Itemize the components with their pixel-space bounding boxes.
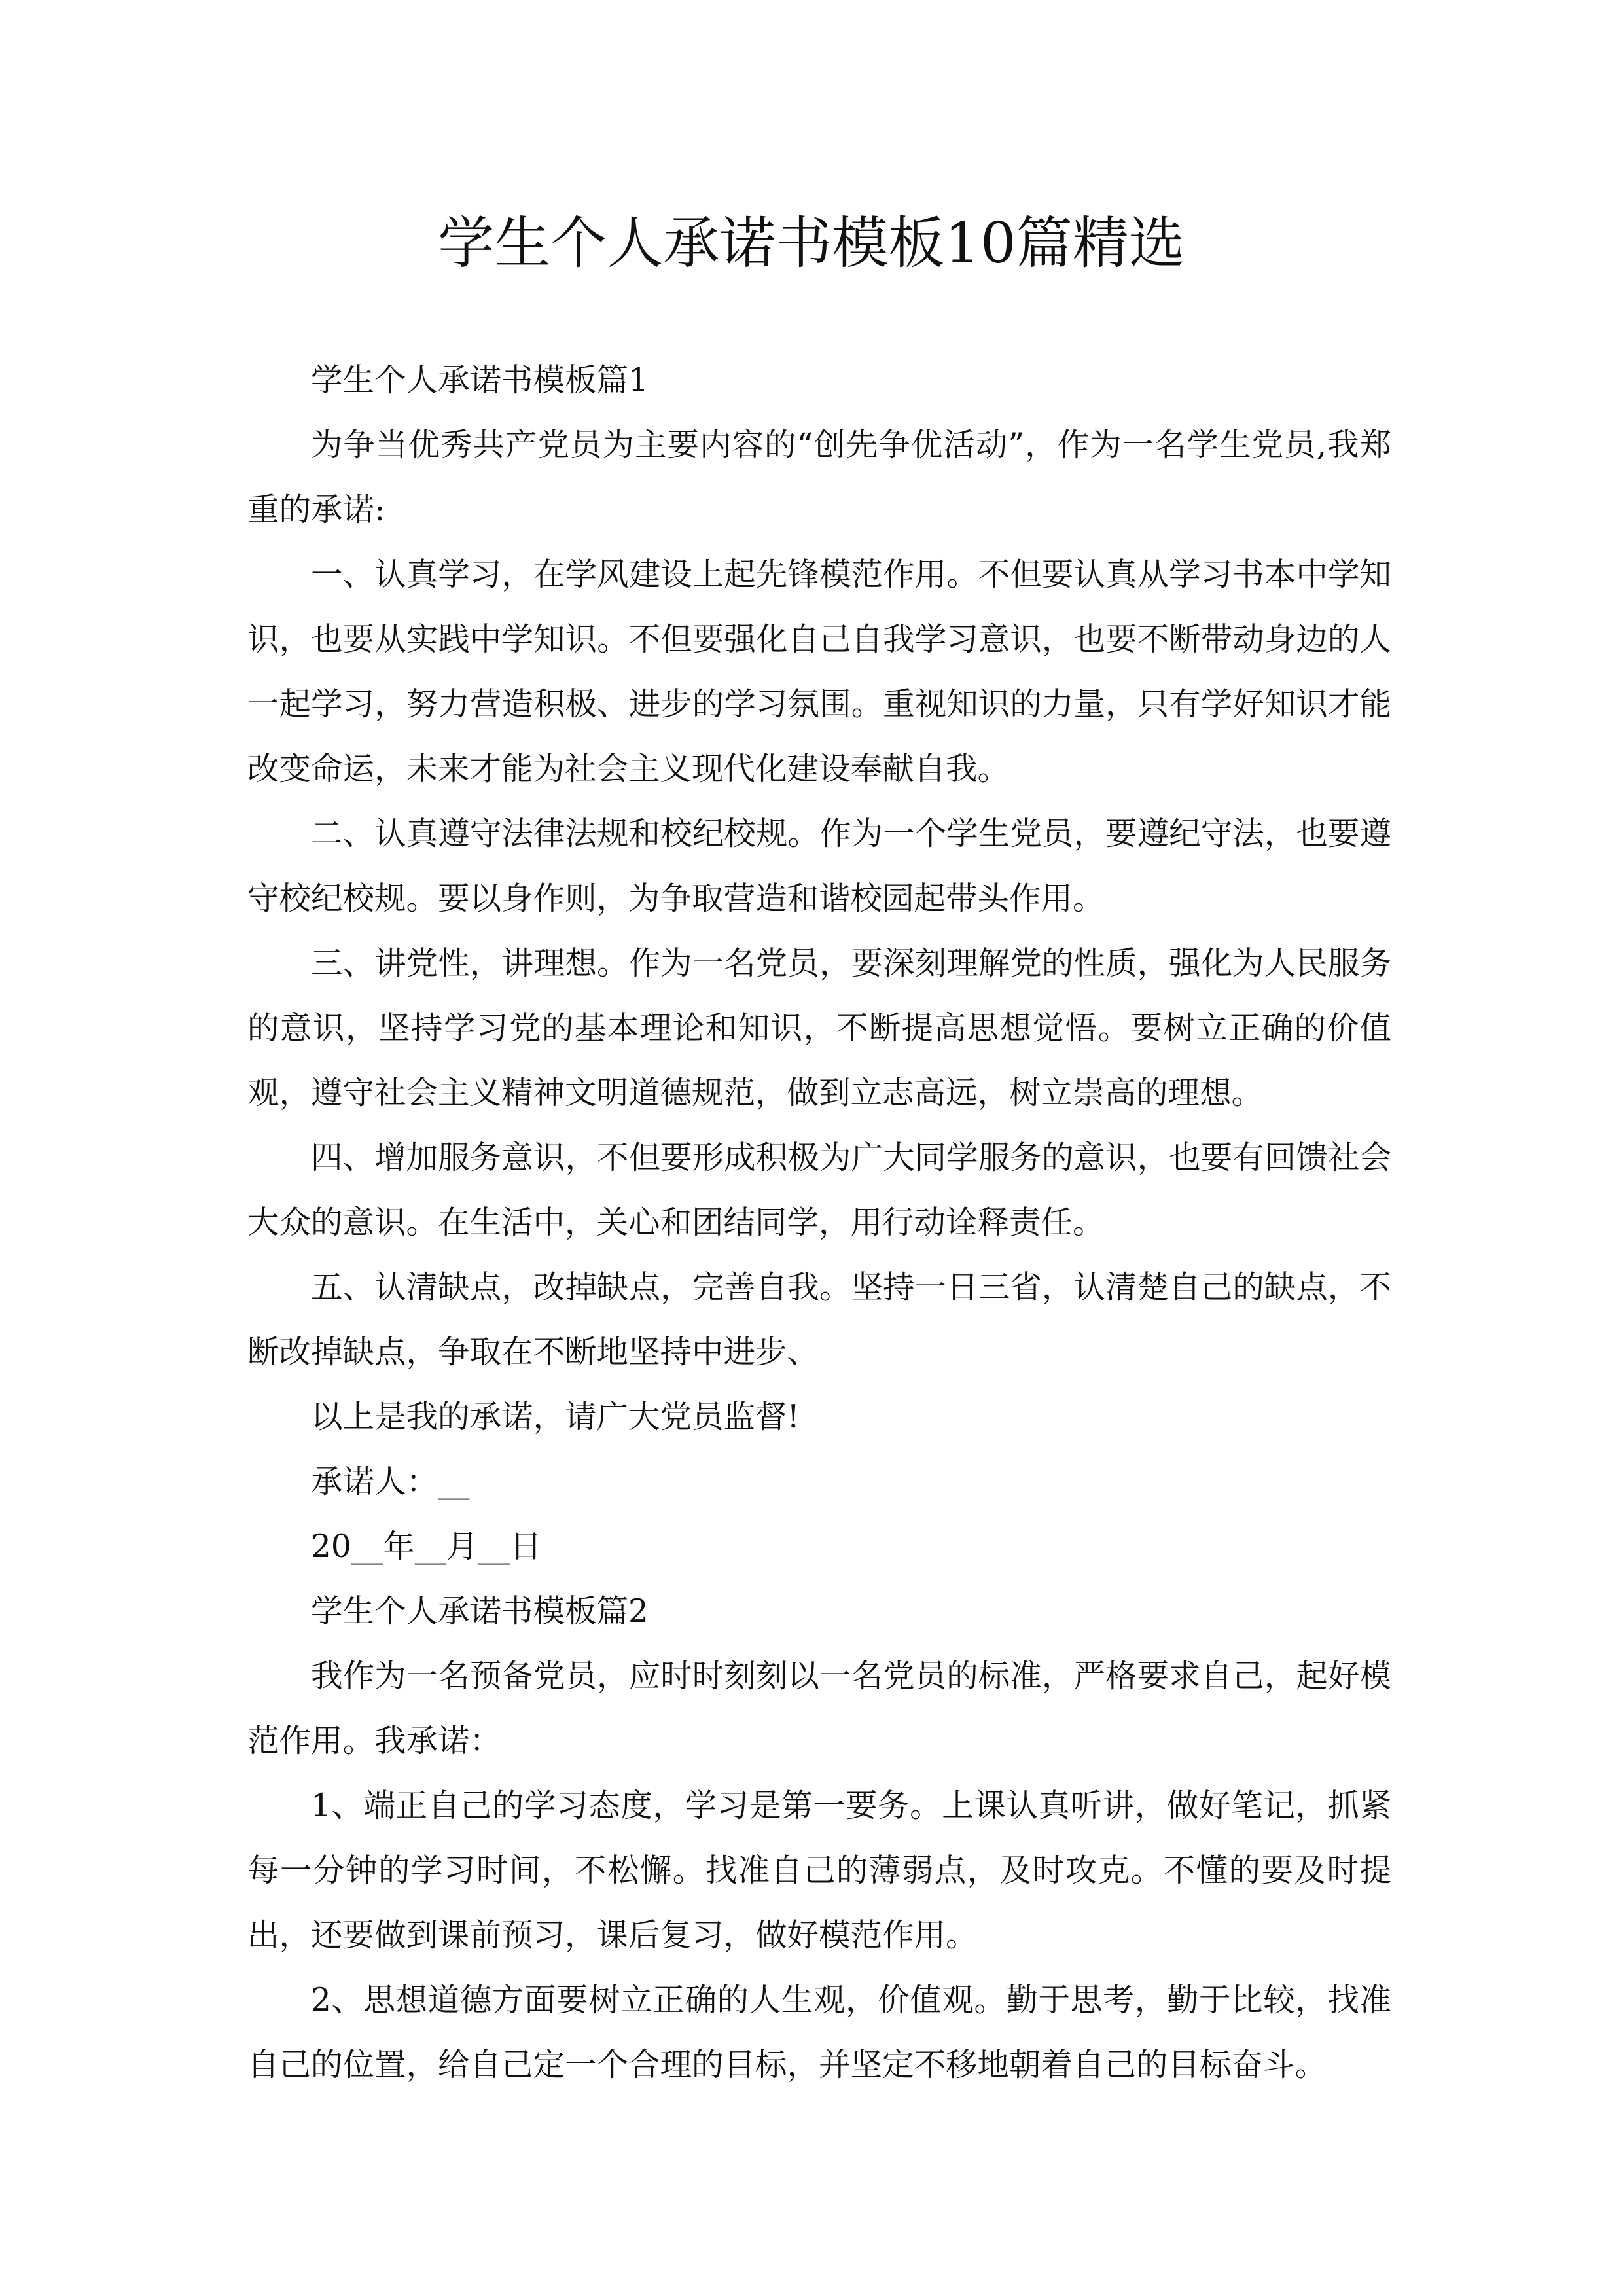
paragraph: 四、增加服务意识，不但要形成积极为广大同学服务的意识，也要有回馈社会大众的意识。在生活中，关心和团结同学，用行动诠释责任。 [247,1139,1391,1241]
date-line: 20__年__月__日 [311,1528,542,1565]
paragraph: 我作为一名预备党员，应时时刻刻以一名党员的标准，严格要求自己，起好模范作用。我承诺： [247,1658,1391,1759]
paragraph: 以上是我的承诺，请广大党员监督! [311,1399,800,1435]
section-heading: 学生个人承诺书模板篇2 [311,1593,649,1630]
document-title: 学生个人承诺书模板10篇精选 [438,211,1185,276]
paragraph: 2、思想道德方面要树立正确的人生观，价值观。勤于思考，勤于比较，找准自己的位置，给自己定一个合理的目标，并坚定不移地朝着自己的目标奋斗。 [247,1982,1391,2083]
section-heading: 学生个人承诺书模板篇1 [311,362,649,399]
paragraph: 1、端正自己的学习态度，学习是第一要务。上课认真听讲，做好笔记，抓紧每一分钟的学习时间，不松懈。找准自己的薄弱点，及时攻克。不懂的要及时提出，还要做到课前预习，课后复习，做好模范作用。 [247,1787,1391,1954]
signature-line: 承诺人：__ [311,1463,470,1500]
paragraph: 一、认真学习，在学风建设上起先锋模范作用。不但要认真从学习书本中学知识，也要从实践中学知识。不但要强化自己自我学习意识，也要不断带动身边的人一起学习，努力营造积极、进步的学习氛围。重视知识的力量，只有学好知识才能改变命运，未来才能为社会主义现代化建设奉献自我。 [247,556,1391,787]
paragraph: 二、认真遵守法律法规和校纪校规。作为一个学生党员，要遵纪守法，也要遵守校纪校规。要以身作则，为争取营造和谐校园起带头作用。 [247,816,1391,917]
paragraph: 为争当优秀共产党员为主要内容的“创先争优活动”，作为一名学生党员,我郑重的承诺: [247,427,1391,528]
paragraph: 三、讲党性，讲理想。作为一名党员，要深刻理解党的性质，强化为人民服务的意识，坚持学习党的基本理论和知识，不断提高思想觉悟。要树立正确的价值观，遵守社会主义精神文明道德规范，做到立志高远，树立崇高的理想。 [247,945,1391,1111]
document-body [247,348,1391,2098]
paragraph: 五、认清缺点，改掉缺点，完善自我。坚持一日三省，认清楚自己的缺点，不断改掉缺点，争取在不断地坚持中进步、 [247,1269,1391,1371]
